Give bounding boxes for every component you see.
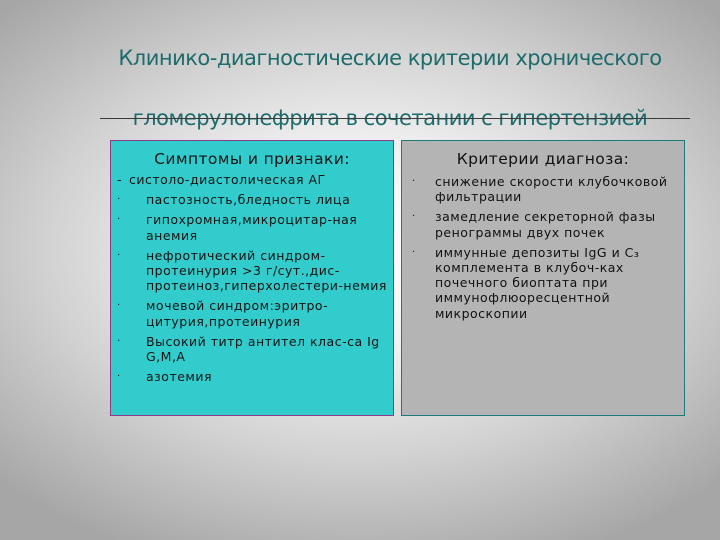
symptom-text: мочевой синдром:эритро-цитурия,протеинурия xyxy=(146,298,329,329)
criteria-list xyxy=(402,174,684,321)
criteria-panel xyxy=(401,140,685,416)
symptom-text: пастозность,бледность лица xyxy=(146,192,351,208)
symptoms-list-item xyxy=(111,369,393,384)
slide-title-line-2: гломерулонефрита в сочетании с гипертензией xyxy=(132,106,648,130)
symptom-text: нефротический синдром-протеинурия >3 г/сут.,дис-протеиноз,гиперхолестери-немия xyxy=(146,247,387,294)
criterion-text: снижение скорости клубочковой фильтрации xyxy=(435,174,668,205)
symptom-text: систоло-диастолическая АГ xyxy=(129,172,326,187)
slide-title-line-1: Клинико-диагностические критерии хронического xyxy=(118,46,662,70)
criteria-list-item xyxy=(402,209,684,239)
bullet-icon: · xyxy=(412,211,416,223)
bullet-icon: · xyxy=(117,300,121,312)
symptom-text: азотемия xyxy=(146,369,212,385)
symptoms-list-item xyxy=(111,172,393,187)
criteria-list-item xyxy=(402,245,684,321)
symptom-text: гипохромная,микроцитар-ная анемия xyxy=(146,212,358,243)
title-divider xyxy=(100,118,690,119)
criteria-heading: Критерии диагноза: xyxy=(456,150,630,168)
criterion-text: иммунные депозиты IgG и C₃ комплемента в клубоч-ках почечного биоптата при иммунофлюоресцентной микроскопии xyxy=(435,244,640,321)
symptoms-list-item xyxy=(111,298,393,328)
bullet-icon: · xyxy=(117,335,121,347)
dash-bullet-icon: - xyxy=(117,172,123,187)
bullet-icon: · xyxy=(117,214,121,226)
bullet-icon: · xyxy=(117,249,121,261)
symptoms-panel xyxy=(110,140,394,416)
symptom-text: Высокий титр антител клас-са Ig G,M,A xyxy=(146,333,380,365)
slide-title xyxy=(90,28,690,148)
criterion-text: замедление секреторной фазы ренограммы двух почек xyxy=(435,209,656,240)
bullet-icon: · xyxy=(412,176,416,187)
symptoms-list-item xyxy=(111,192,393,207)
bullet-icon: · xyxy=(412,246,416,258)
symptoms-list xyxy=(111,172,393,384)
symptoms-list-item xyxy=(111,334,393,364)
symptoms-heading: Симптомы и признаки: xyxy=(154,150,350,168)
symptoms-list-item xyxy=(111,248,393,294)
bullet-icon: · xyxy=(117,371,121,383)
criteria-list-item xyxy=(402,174,684,204)
symptoms-list-item xyxy=(111,212,393,242)
bullet-icon: · xyxy=(117,194,121,206)
